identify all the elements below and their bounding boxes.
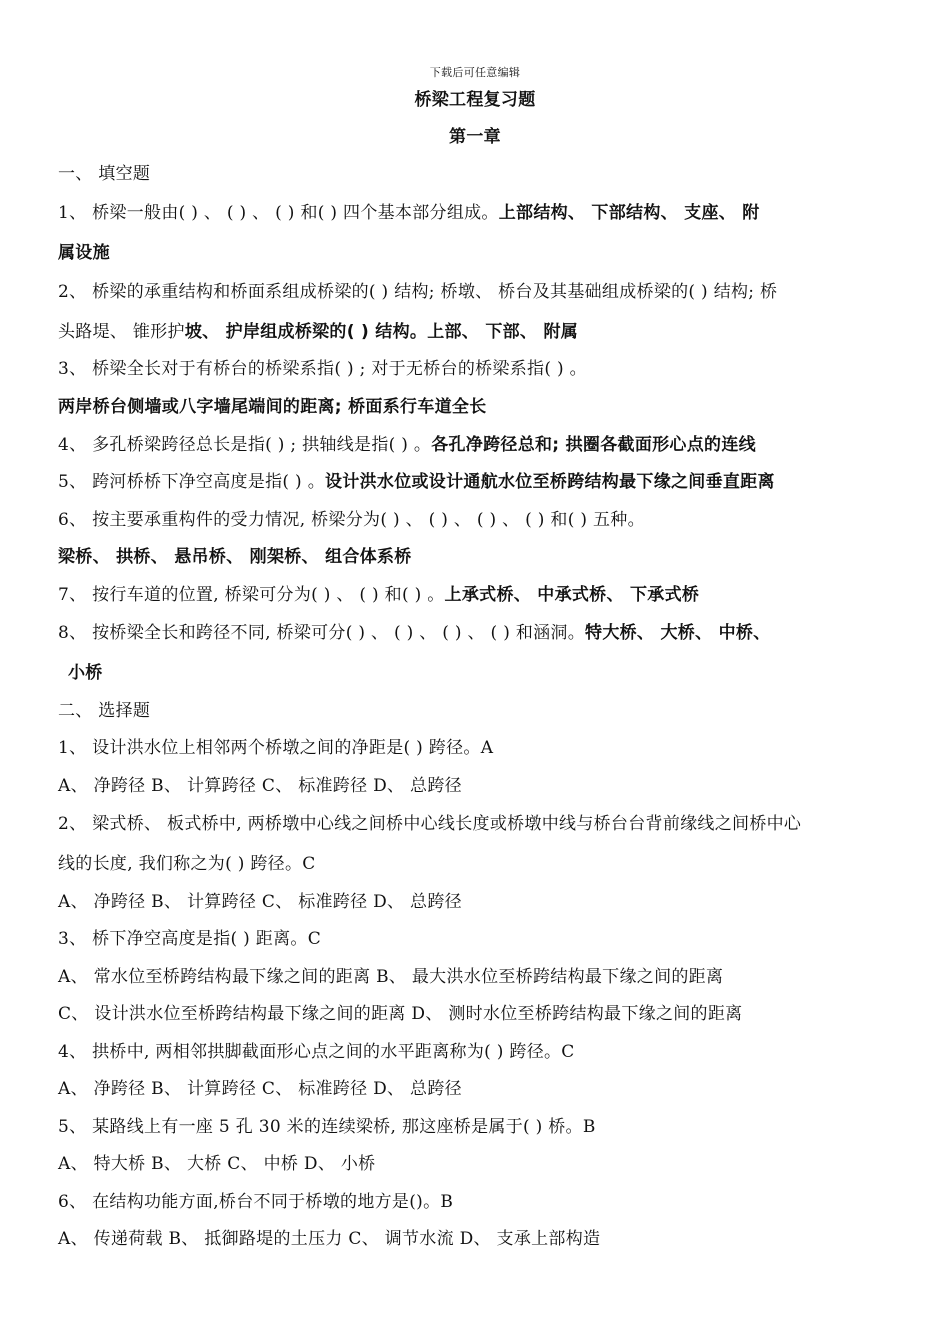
- question-2-continuation: [58, 321, 910, 343]
- question-text: 5、 跨河桥桥下净空高度是指( ) 。: [58, 472, 325, 492]
- section-heading-choice: 二、 选择题: [58, 701, 151, 721]
- question-6: 6、 按主要承重构件的受力情况, 桥梁分为( ) 、 ( ) 、 ( ) 、 ( ) 和( ) 五种。: [58, 510, 645, 530]
- question-4: [58, 434, 910, 456]
- answer-continuation: 属设施: [58, 243, 110, 263]
- question-7: [58, 584, 910, 606]
- choice-question-1: 1、 设计洪水位上相邻两个桥墩之间的净距是( ) 跨径。A: [58, 738, 494, 758]
- document-title: 桥梁工程复习题: [414, 90, 536, 110]
- choice-question-6: 6、 在结构功能方面,桥台不同于桥墩的地方是()。B: [58, 1192, 454, 1212]
- question-text: 1、 桥梁一般由( ) 、 ( ) 、 ( ) 和( ) 四个基本部分组成。: [58, 203, 499, 223]
- choice-question-5: 5、 某路线上有一座 5 孔 30 米的连续梁桥, 那这座桥是属于( ) 桥。B: [58, 1117, 596, 1137]
- choice-options: A、 净跨径 B、 计算跨径 C、 标准跨径 D、 总跨径: [58, 892, 462, 912]
- chapter-heading: 第一章: [449, 127, 501, 147]
- choice-options: A、 特大桥 B、 大桥 C、 中桥 D、 小桥: [58, 1154, 376, 1174]
- question-1: [58, 202, 910, 224]
- question-text: 7、 按行车道的位置, 桥梁可分为( ) 、 ( ) 和( ) 。: [58, 585, 445, 605]
- choice-question-4: 4、 拱桥中, 两相邻拱脚截面形心点之间的水平距离称为( ) 跨径。C: [58, 1042, 575, 1062]
- choice-options: A、 传递荷载 B、 抵御路堤的土压力 C、 调节水流 D、 支承上部构造: [58, 1229, 601, 1249]
- question-text: 头路堤、 锥形护: [58, 322, 185, 342]
- question-text: 4、 多孔桥梁跨径总长是指( ) ; 拱轴线是指( ) 。: [58, 435, 432, 455]
- answer-text: 两岸桥台侧墙或八字墙尾端间的距离; 桥面系行车道全长: [58, 397, 487, 417]
- choice-options: A、 净跨径 B、 计算跨径 C、 标准跨径 D、 总跨径: [58, 1079, 462, 1099]
- choice-question-2: 2、 梁式桥、 板式桥中, 两桥墩中心线之间桥中心线长度或桥墩中线与桥台台背前缘线之间桥中心: [58, 814, 802, 834]
- choice-question-2-continuation: 线的长度, 我们称之为( ) 跨径。C: [58, 854, 316, 874]
- answer-text: 梁桥、 拱桥、 悬吊桥、 刚架桥、 组合体系桥: [58, 547, 412, 567]
- question-8: [58, 622, 910, 644]
- question-text: 8、 按桥梁全长和跨径不同, 桥梁可分( ) 、 ( ) 、 ( ) 、 ( ) 和涵洞。: [58, 623, 586, 643]
- answer-text: 上部结构、 下部结构、 支座、 附: [498, 203, 760, 223]
- question-3: 3、 桥梁全长对于有桥台的桥梁系指( ) ; 对于无桥台的桥梁系指( ) 。: [58, 359, 587, 379]
- answer-text: 特大桥、 大桥、 中桥、: [585, 623, 771, 643]
- answer-text: 上承式桥、 中承式桥、 下承式桥: [444, 585, 700, 605]
- section-heading-fill-in: 一、 填空题: [58, 164, 151, 184]
- answer-text: 设计洪水位或设计通航水位至桥跨结构最下缘之间垂直距离: [325, 472, 775, 492]
- answer-text: 坡、 护岸组成桥梁的( ) 结构。上部、 下部、 附属: [184, 322, 579, 342]
- answer-continuation: 小桥: [68, 663, 103, 683]
- answer-text: 各孔净跨径总和; 拱圈各截面形心点的连线: [431, 435, 756, 455]
- question-2: 2、 桥梁的承重结构和桥面系组成桥梁的( ) 结构; 桥墩、 桥台及其基础组成桥梁的( ) 结构; 桥: [58, 282, 778, 302]
- question-5: [58, 471, 910, 493]
- choice-options: A、 净跨径 B、 计算跨径 C、 标准跨径 D、 总跨径: [58, 776, 462, 796]
- choice-question-3: 3、 桥下净空高度是指( ) 距离。C: [58, 929, 321, 949]
- header-note: 下载后可任意编辑: [429, 66, 521, 79]
- choice-options: A、 常水位至桥跨结构最下缘之间的距离 B、 最大洪水位至桥跨结构最下缘之间的距离: [58, 967, 724, 987]
- choice-options: C、 设计洪水位至桥跨结构最下缘之间的距离 D、 测时水位至桥跨结构最下缘之间的距离: [58, 1004, 743, 1024]
